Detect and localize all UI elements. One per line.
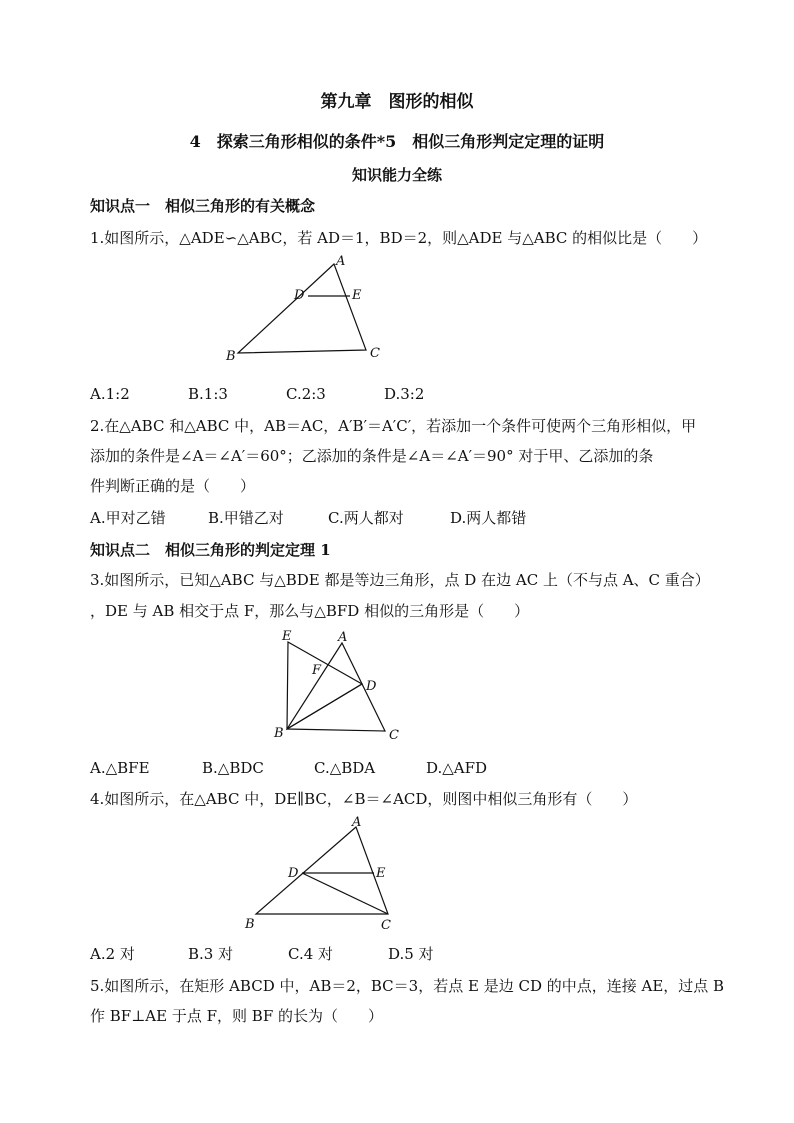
q4-option-c[interactable]: C.4 对 [288,945,334,963]
q4-label-a: A [352,815,362,830]
q4-label-d: D [288,866,299,881]
practice-heading: 知识能力全练 [351,166,442,184]
q1-option-b[interactable]: B.1:3 [188,385,228,403]
q1-option-a[interactable]: A.1:2 [90,385,130,403]
q3-label-f: F [312,663,322,678]
question-4-options [90,944,434,964]
q1-option-c[interactable]: C.2:3 [286,385,326,403]
q1-label-c: C [370,346,380,361]
q3-label-e: E [282,629,292,644]
chapter-title: 第九章 图形的相似 [320,92,474,112]
q3-label-c: C [389,728,399,743]
question-2-text-line-1: 2.在△ABC 和△ABC 中，AB＝AC，A′B′＝A′C′，若添加一个条件可使两个三角形相似，甲 [90,417,697,435]
q1-label-e: E [352,288,362,303]
question-2-text-line-3: 件判断正确的是（ ） [90,477,256,495]
question-5-text-line-1: 5.如图所示，在矩形 ABCD 中，AB＝2，BC＝3，若点 E 是边 CD 的中点，连接 AE，过点 B [90,977,725,995]
q1-label-a: A [336,254,346,269]
q3-label-d: D [366,679,377,694]
q3-option-b[interactable]: B.△BDC [202,759,264,777]
question-4-text: 4.如图所示，在△ABC 中，DE∥BC，∠B＝∠ACD，则图中相似三角形有（ ） [90,790,638,808]
q4-option-a[interactable]: A.2 对 [90,945,135,963]
section-heading-1: 知识点一 相似三角形的有关概念 [90,197,316,215]
question-5-text-line-2: 作 BF⊥AE 于点 F，则 BF 的长为（ ） [90,1007,383,1025]
question-3-text-line-2: ，DE 与 AB 相交于点 F，那么与△BFD 相似的三角形是（ ） [90,602,530,620]
section-heading-2: 知识点二 相似三角形的判定定理 1 [90,541,331,559]
q1-label-d: D [294,288,305,303]
q4-option-d[interactable]: D.5 对 [388,945,434,963]
question-2-text-line-2: 添加的条件是∠A＝∠A′＝60°；乙添加的条件是∠A＝∠A′＝90° 对于甲、乙添加的条 [90,447,654,465]
q4-label-c: C [381,918,391,933]
q2-option-d[interactable]: D.两人都错 [450,509,527,527]
q3-option-a[interactable]: A.△BFE [90,759,150,777]
q4-label-e: E [376,866,386,881]
q3-label-b: B [274,726,284,741]
q2-option-a[interactable]: A.甲对乙错 [90,509,166,527]
q3-option-d[interactable]: D.△AFD [426,759,488,777]
lesson-title: 4 探索三角形相似的条件*5 相似三角形判定定理的证明 [189,132,605,151]
q4-option-b[interactable]: B.3 对 [188,945,234,963]
q2-option-b[interactable]: B.甲错乙对 [208,509,284,527]
q4-label-b: B [245,917,255,932]
question-3-text-line-1: 3.如图所示，已知△ABC 与△BDE 都是等边三角形，点 D 在边 AC 上（不与点 A、C 重合） [90,571,710,589]
q3-label-a: A [338,630,348,645]
q3-option-c[interactable]: C.△BDA [314,759,376,777]
question-1-text: 1.如图所示，△ADE∽△ABC，若 AD＝1，BD＝2，则△ADE 与△ABC 的相似比是（ ） [90,229,708,247]
q2-option-c[interactable]: C.两人都对 [328,509,404,527]
q1-label-b: B [226,349,236,364]
q4-triangle-abc [256,827,388,914]
q1-option-d[interactable]: D.3:2 [384,385,425,403]
